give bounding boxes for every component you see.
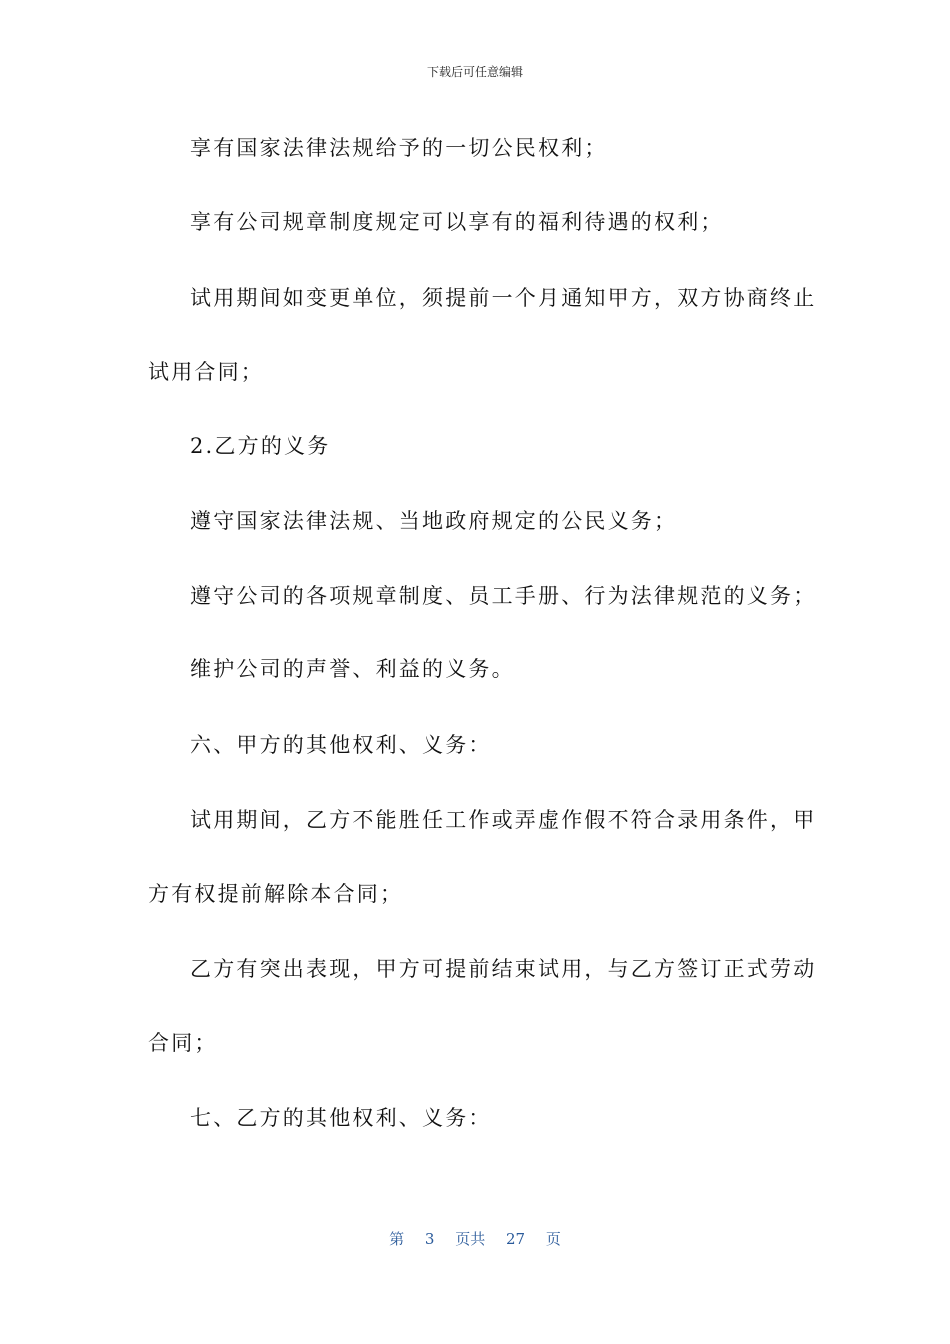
paragraph-line: 遵守国家法律法规、当地政府规定的公民义务； xyxy=(190,509,678,533)
paragraph-line: 遵守公司的各项规章制度、员工手册、行为法律规范的义务； xyxy=(190,584,817,608)
page-header: 下载后可任意编辑 xyxy=(426,65,523,79)
paragraph-line: 合同； xyxy=(148,1031,218,1055)
paragraph-line: 维护公司的声誉、利益的义务。 xyxy=(190,657,515,681)
footer-prefix: 第 xyxy=(389,1230,405,1248)
paragraph-line: 享有国家法律法规给予的一切公民权利； xyxy=(190,136,608,160)
footer-middle: 页共 xyxy=(455,1230,486,1248)
page-footer xyxy=(0,1229,950,1249)
paragraph-line: 方有权提前解除本合同； xyxy=(148,882,404,906)
section-heading: 六、甲方的其他权利、义务： xyxy=(190,733,492,757)
section-heading: 七、乙方的其他权利、义务： xyxy=(190,1106,492,1130)
footer-page-number: 3 xyxy=(424,1230,435,1248)
paragraph-line: 试用期间，乙方不能胜任工作或弄虚作假不符合录用条件，甲 xyxy=(190,808,817,832)
footer-total-pages: 27 xyxy=(506,1230,526,1248)
paragraph-line: 试用合同； xyxy=(148,360,264,384)
paragraph-line: 享有公司规章制度规定可以享有的福利待遇的权利； xyxy=(190,210,724,234)
paragraph-line: 试用期间如变更单位，须提前一个月通知甲方，双方协商终止 xyxy=(190,286,817,310)
paragraph-line: 乙方有突出表现，甲方可提前结束试用，与乙方签订正式劳动 xyxy=(190,957,817,981)
footer-suffix: 页 xyxy=(545,1230,561,1248)
section-heading: 2.乙方的义务 xyxy=(190,434,331,458)
